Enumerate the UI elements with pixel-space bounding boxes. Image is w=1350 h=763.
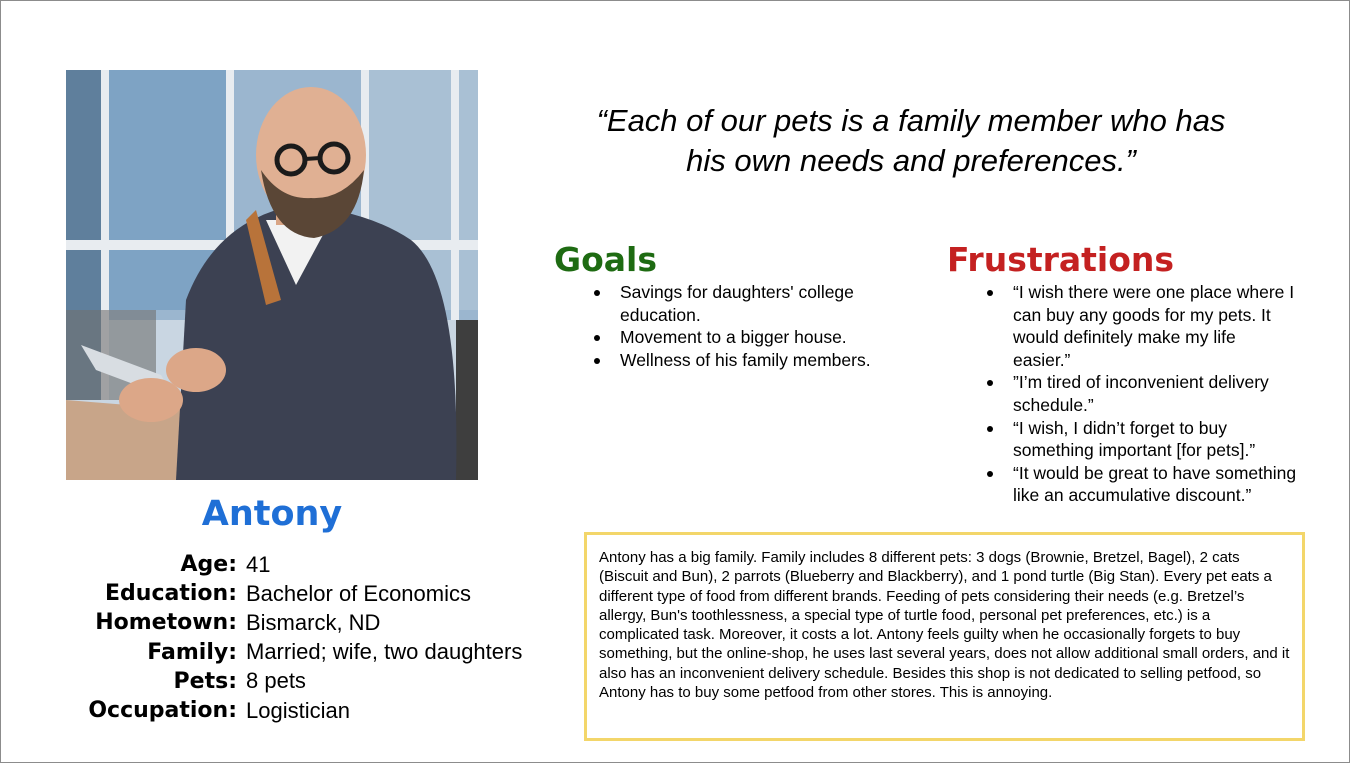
persona-name: Antony — [201, 494, 343, 534]
detail-label: Occupation: — [88, 698, 237, 724]
goal-text: Movement to a bigger house. — [620, 327, 847, 348]
frustrations-heading: Frustrations — [947, 240, 1175, 279]
frustration-text: “I wish, I didn’t forget to buy something important [for pets].” — [1013, 417, 1256, 461]
bullet-icon — [987, 290, 993, 296]
goals-list — [574, 281, 894, 371]
bullet-icon — [987, 471, 993, 477]
detail-value: Bachelor of Economics — [246, 580, 471, 606]
detail-value: 8 pets — [246, 668, 306, 694]
frustration-text: ”I’m tired of inconvenient delivery schedule.” — [1013, 372, 1269, 415]
detail-row-hometown — [1, 608, 601, 637]
bullet-icon — [594, 335, 600, 341]
detail-value: Married; wife, two daughters — [246, 639, 523, 665]
persona-story: Antony has a big family. Family includes 8 different pets: 3 dogs (Brownie, Bretzel, Bagel), 2 cats (Biscuit and Bun), 2 parrots (Blueberry and Blackberry), and 1 pond turtle (Big Stan). Every pet eats a different type of food from different brands. Feeding of pets considering their needs (e.g. Bretzel’s allergy, Bun's toothlessness, a special type of turtle food, personal pet preferences, etc.) is a complicated task. Moreover, it costs a lot. Antony feels guilty when he occasionally forgets to buy something, but the online-shop, he uses last several years, does not allow additional small orders, and it also has an inconvenient delivery schedule. Besides this shop is not dedicated to selling petfood, so Antony has to buy some petfood from other stores. This is annoying. — [584, 532, 1305, 741]
frustration-item — [967, 462, 1297, 507]
detail-row-education — [1, 579, 601, 608]
detail-label: Pets: — [173, 668, 237, 694]
goals-heading: Goals — [554, 240, 657, 279]
bullet-icon — [987, 380, 993, 386]
bullet-icon — [987, 426, 993, 432]
quote-line: “Each of our pets is a family member who has — [596, 103, 1226, 138]
persona-details — [1, 550, 601, 725]
detail-label: Hometown: — [95, 610, 237, 636]
goal-item — [574, 281, 894, 326]
goal-item — [574, 326, 894, 349]
detail-row-pets — [1, 667, 601, 696]
goal-item — [574, 349, 894, 372]
frustration-item — [967, 371, 1297, 416]
frustration-text: “I wish there were one place where I can buy any goods for my pets. It would definitely make my life easier.” — [1013, 282, 1295, 370]
bullet-icon — [594, 290, 600, 296]
frustration-text: “It would be great to have something like an accumulative discount.” — [1013, 462, 1297, 506]
bullet-icon — [594, 358, 600, 364]
detail-label: Age: — [180, 552, 237, 578]
detail-row-occupation — [1, 696, 601, 725]
persona-quote — [546, 101, 1276, 181]
frustrations-list — [967, 281, 1297, 507]
detail-label: Family: — [147, 639, 237, 665]
frustration-item — [967, 417, 1297, 462]
goal-text: Savings for daughters' college education. — [620, 282, 854, 325]
detail-row-family — [1, 638, 601, 667]
detail-value: 41 — [246, 551, 271, 577]
quote-line: his own needs and preferences.” — [686, 143, 1136, 178]
detail-row-age — [1, 550, 601, 579]
detail-value: Bismarck, ND — [246, 609, 381, 635]
detail-label: Education: — [105, 581, 237, 607]
detail-value: Logistician — [246, 697, 350, 723]
persona-photo — [66, 70, 478, 480]
frustration-item — [967, 281, 1297, 371]
goal-text: Wellness of his family members. — [620, 349, 871, 370]
